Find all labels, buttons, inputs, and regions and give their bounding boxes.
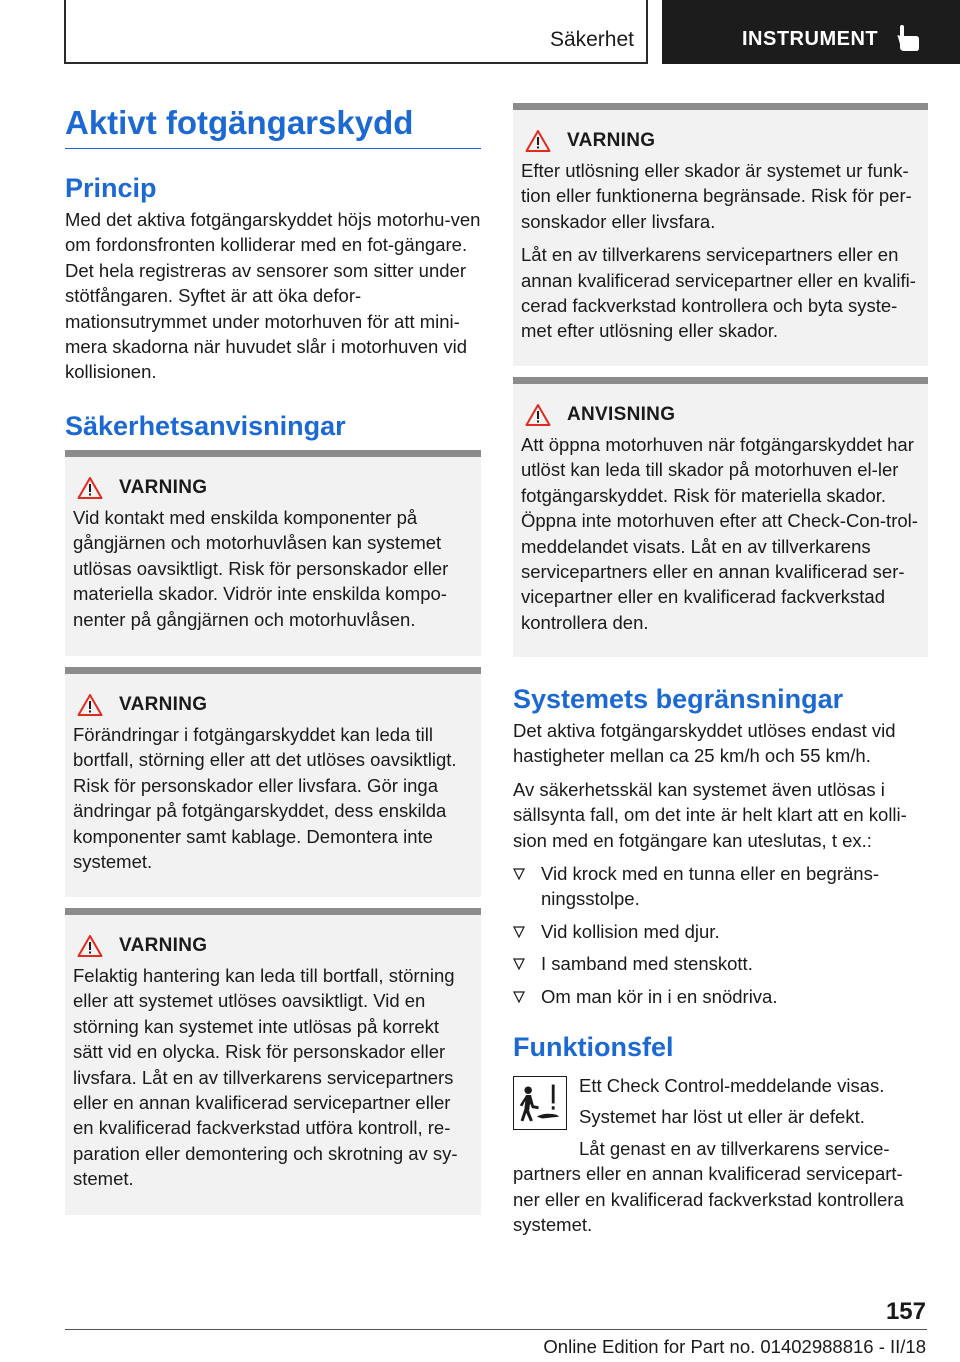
bullet-triangle-icon	[513, 958, 525, 970]
pedestrian-protection-icon	[513, 1076, 567, 1130]
warning-text: Låt en av tillverkarens servicepartners eller en annan kvalificerad servicepartner eller en kvalifi-cerad fackverkstad kontrollera och byta syste-met efter utlösning eller skador.	[521, 244, 916, 342]
notice-label: ANVISNING	[567, 404, 676, 425]
malfunction-line-2: Systemet har löst ut eller är defekt.	[579, 1106, 865, 1127]
bullet-triangle-icon	[513, 926, 525, 938]
list-item: Vid kollision med djur.	[513, 919, 928, 944]
limits-text-2: Av säkerhetsskäl kan systemet även utlösas i sällsynta fall, om det inte är helt klart att en kolli-sion med en fotgängare kan uteslutas, t ex.:	[513, 779, 907, 851]
warning-text: Vid kontakt med enskilda komponenter på gångjärnen och motorhuvlåsen kan systemet utlösas oavsiktligt. Risk för personskador eller materiella skador. Vidrör inte enskilda kompo-nenter på gångjärnen och motorhuvlåsen.	[73, 507, 449, 630]
warning-label: VARNING	[119, 935, 208, 956]
limits-heading: Systemets begränsningar	[513, 684, 844, 714]
list-item: I samband med stenskott.	[513, 951, 928, 976]
warning-triangle-icon	[77, 476, 103, 500]
malfunction-heading: Funktionsfel	[513, 1032, 674, 1062]
footer-divider	[65, 1329, 927, 1330]
header-chapter-label: INSTRUMENT	[742, 28, 879, 50]
bullet-triangle-icon	[513, 991, 525, 1003]
warning-triangle-icon	[77, 693, 103, 717]
warning-label: VARNING	[567, 130, 656, 151]
header-section-tab	[64, 0, 648, 64]
footer-edition: Online Edition for Part no. 01402988816 - II/18	[543, 1336, 926, 1357]
limits-bullet-list	[513, 861, 928, 1016]
list-item: Vid krock med en tunna eller en begräns-ningsstolpe.	[513, 861, 928, 912]
malfunction-line-3: Låt genast en av tillverkarens service-partners eller en annan kvalificerad servicepart-ner eller en kvalificerad fackverkstad kontrollera systemet.	[513, 1138, 904, 1236]
warning-box-2	[65, 667, 481, 897]
list-item: Om man kör in i en snödriva.	[513, 984, 928, 1009]
warning-triangle-icon	[525, 129, 551, 153]
warning-label: VARNING	[119, 694, 208, 715]
limits-text-1: Det aktiva fotgängarskyddet utlöses endast vid hastigheter mellan ca 25 km/h och 55 km/h.	[513, 720, 896, 767]
notice-box	[513, 377, 928, 657]
bullet-triangle-icon	[513, 868, 525, 880]
header-section-label: Säkerhet	[549, 28, 634, 51]
warning-text: Efter utlösning eller skador är systemet ur funk-tion eller funktionerna begränsade. Risk för per-sonskador eller livsfara.	[521, 160, 912, 232]
warning-text: Felaktig hantering kan leda till bortfall, störning eller att systemet utlöses oavsiktligt. Vid en störning kan systemet inte utlösas på korrekt sätt vid en olycka. Risk för personskador eller livsfara. Låt en av tillverkarens servicepartners eller en annan kvalificerad servicepartner eller en kvalificerad fackverkstad utföra kontroll, re-paration eller demontering och skrotning av sy-stemet.	[73, 965, 458, 1190]
warning-box-3	[65, 908, 481, 1215]
warning-box-4	[513, 103, 928, 366]
pointing-hand-icon	[896, 24, 920, 52]
warning-label: VARNING	[119, 477, 208, 498]
malfunction-line-1: Ett Check Control-meddelande visas.	[579, 1075, 885, 1096]
principle-heading: Princip	[65, 173, 157, 203]
warning-box-1	[65, 450, 481, 656]
safety-heading: Säkerhetsanvisningar	[65, 411, 346, 441]
principle-text: Med det aktiva fotgängarskyddet höjs motorhu-ven om fordonsfronten kolliderar med en fot-gängare. Det hela registreras av sensorer som sitter under stötfångaren. Syftet är att öka defor-mationsutrymmet under motorhuven för att mini-mera skadorna när huvudet slår i motorhuven vid kollisionen.	[65, 209, 481, 383]
page-number: 157	[885, 1298, 926, 1325]
notice-text: Att öppna motorhuven när fotgängarskyddet har utlöst kan leda till skador på motorhuven el-ler fotgängarskyddet. Risk för materiella skador. Öppna inte motorhuven efter att Check-Con-trol-meddelandet visats. Låt en av tillverkarens servicepartners eller en annan kvalificerad ser-vicepartner eller en kvalificerad fackverkstad kontrollera den.	[521, 434, 918, 633]
page-title: Aktivt fotgängarskydd	[65, 104, 481, 149]
warning-text: Förändringar i fotgängarskyddet kan leda till bortfall, störning eller att det utlöses oavsiktligt. Risk för personskador eller livsfara. Gör inga ändringar på fotgängarskyddet, dess enskilda komponenter samt kablage. Demontera inte systemet.	[73, 724, 457, 873]
header-chapter-tab	[662, 0, 960, 64]
warning-triangle-icon	[77, 934, 103, 958]
warning-triangle-icon	[525, 403, 551, 427]
